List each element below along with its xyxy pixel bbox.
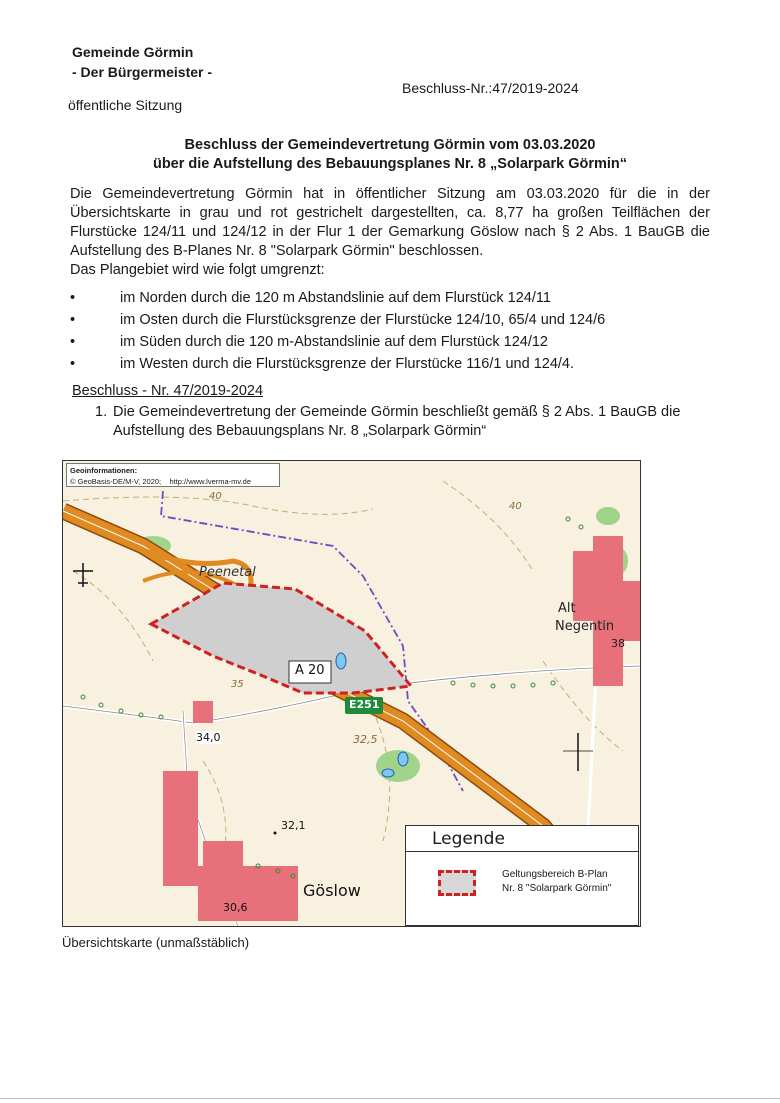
settlement-alt-negentin <box>573 536 640 686</box>
geoinfo-url: http://www.lverma-mv.de <box>169 477 252 486</box>
label-height-38: 38 <box>611 637 625 650</box>
label-negentin: Negentin <box>555 619 615 634</box>
geoinfo-box <box>66 463 280 487</box>
forest-patch <box>596 507 620 525</box>
airfield-icon <box>73 563 93 587</box>
label-e251: E251 <box>349 698 380 711</box>
page-edge-line <box>0 1098 780 1099</box>
label-goeslow: Göslow <box>303 881 361 900</box>
geoinfo-title: Geoinformationen: <box>70 466 138 475</box>
item-number: 1. <box>95 404 108 420</box>
legend-swatch-plan-area <box>438 870 476 896</box>
beschluss-heading: Beschluss - Nr. 47/2019-2024 <box>72 383 264 399</box>
geoinfo-source: © GeoBasis-DE/M-V, 2020; <box>70 477 162 486</box>
list-item: • im Süden durch die 120 m-Abstandslinie auf dem Flurstück 124/12 <box>70 331 710 353</box>
label-contour-35: 35 <box>231 679 244 690</box>
organization-header <box>72 42 212 82</box>
map-legend <box>405 825 639 926</box>
label-peenetal: Peenetal <box>199 565 256 580</box>
list-item: • im Norden durch die 120 m Abstandslinie auf dem Flurstück 124/11 <box>70 287 710 309</box>
label-height-321: 32,1 <box>281 819 306 832</box>
bullet-icon: • <box>70 290 76 306</box>
title-line-2: über die Aufstellung des Bebauungsplanes Nr. 8 „Solarpark Görmin“ <box>152 156 628 172</box>
legend-text: Geltungsbereich B-Plan Nr. 8 "Solarpark Görmin" <box>502 869 612 894</box>
boundary-intro: Das Plangebiet wird wie folgt umgrenzt: <box>70 262 325 278</box>
label-height-325: 32,5 <box>353 733 378 746</box>
bullet-icon: • <box>70 312 76 328</box>
session-type: öffentliche Sitzung <box>68 97 183 113</box>
org-subtitle: - Der Bürgermeister - <box>72 64 213 80</box>
main-paragraph: Die Gemeindevertretung Görmin hat in öffentlicher Sitzung am 03.03.2020 für die in der Übersichtskarte in grau und rot gestrichelt dargestellten, ca. 8,77 ha großen Teilflächen der Flurstücke 124/11 und 124/12 in der Flur 1 der Gemarkung Göslow nach § 2 Abs. 1 BauGB die Aufstellung des B-Planes Nr. 8 "Solarpark Görmin" beschlossen. <box>70 186 710 259</box>
pond <box>336 653 346 669</box>
plan-area <box>151 583 411 693</box>
pond <box>382 769 394 777</box>
document-title <box>0 136 780 174</box>
label-a20: A 20 <box>295 663 325 678</box>
label-contour-40a: 40 <box>209 491 222 502</box>
pond <box>398 752 408 766</box>
bullet-icon: • <box>70 334 76 350</box>
label-height-306: 30,6 <box>223 901 248 914</box>
forest-patch <box>376 750 420 782</box>
title-line-1: Beschluss der Gemeindevertretung Görmin vom 03.03.2020 <box>184 137 596 153</box>
label-contour-40b: 40 <box>509 501 522 512</box>
north-arrow-icon <box>563 733 593 771</box>
beschluss-number: Beschluss-Nr.:47/2019-2024 <box>402 80 579 96</box>
height-point <box>274 832 277 835</box>
bullet-icon: • <box>70 356 76 372</box>
boundary-list <box>70 287 710 375</box>
list-item: • im Osten durch die Flurstücksgrenze der Flurstücke 124/10, 65/4 und 124/6 <box>70 309 710 331</box>
map-caption: Übersichtskarte (unmaßstäblich) <box>62 935 250 950</box>
item-text: Die Gemeindevertretung der Gemeinde Görmin beschließt gemäß § 2 Abs. 1 BauGB die Aufstellung des Bebauungsplans Nr. 8 „Solarpark Görmin“ <box>113 404 681 439</box>
beschluss-item <box>95 403 685 441</box>
list-item: • im Westen durch die Flurstücksgrenze der Flurstücke 116/1 und 124/4. <box>70 353 710 375</box>
legend-title: Legende <box>406 826 638 852</box>
label-height-34: 34,0 <box>196 731 221 744</box>
label-alt: Alt <box>558 601 576 616</box>
org-name: Gemeinde Görmin <box>72 44 194 60</box>
